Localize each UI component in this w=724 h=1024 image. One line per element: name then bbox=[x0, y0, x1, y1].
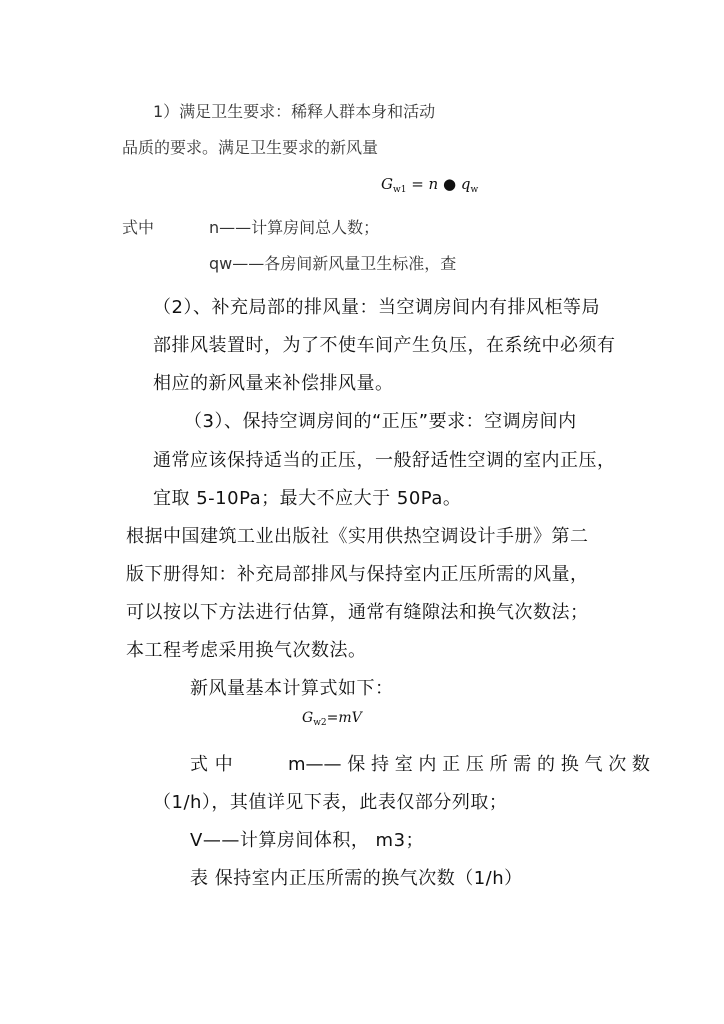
para-2-line-1: （2）、补充局部的排风量：当空调房间内有排风柜等局 bbox=[153, 297, 600, 318]
para-3-line-2: 通常应该保持适当的正压，一般舒适性空调的室内正压， bbox=[153, 450, 616, 471]
formula-gw2-sub: w2 bbox=[313, 718, 327, 728]
para-4-line-1: 根据中国建筑工业出版社《实用供热空调设计手册》第二 bbox=[126, 526, 589, 547]
para-2-line-2: 部排风装置时，为了不使车间产生负压，在系统中必须有 bbox=[153, 335, 616, 356]
formula-gw1-rsub: w bbox=[470, 185, 479, 195]
snippet-def-qw: qw——各房间新风量卫生标准，查 bbox=[209, 254, 457, 273]
para-3-line-1: （3）、保持空调房间的“正压”要求：空调房间内 bbox=[184, 411, 577, 432]
para-6-rest: m—— 保 持 室 内 正 压 所 需 的 换 气 次 数 bbox=[288, 754, 650, 775]
para-5: 新风量基本计算式如下： bbox=[190, 678, 394, 699]
table-caption: 表 保持室内正压所需的换气次数（1/h） bbox=[190, 868, 523, 889]
para-6-line-2: （1/h），其值详见下表，此表仅部分列取； bbox=[153, 792, 508, 813]
para-3-line-3: 宜取 5-10Pa；最大不应大于 50Pa。 bbox=[153, 488, 462, 509]
para-7: V——计算房间体积， m3； bbox=[190, 830, 425, 851]
para-4-line-4: 本工程考虑采用换气次数法。 bbox=[126, 640, 367, 661]
para-4-line-3: 可以按以下方法进行估算，通常有缝隙法和换气次数法； bbox=[126, 602, 589, 623]
snippet-line-2: 品质的要求。满足卫生要求的新风量 bbox=[122, 138, 379, 157]
formula-gw1-lhs: G bbox=[381, 175, 393, 193]
para-2-line-3: 相应的新风量来补偿排风量。 bbox=[153, 373, 394, 394]
para-6-label: 式 中 bbox=[190, 754, 234, 775]
formula-gw2-lhs: G bbox=[302, 710, 314, 726]
snippet-def-n: n——计算房间总人数； bbox=[209, 218, 380, 237]
formula-gw2-rhs: =mV bbox=[326, 710, 362, 726]
formula-gw1 bbox=[381, 175, 478, 195]
formula-gw1-rhs: = n ● q bbox=[411, 175, 471, 193]
snippet-shizhong: 式中 bbox=[122, 218, 155, 237]
formula-gw2 bbox=[302, 710, 362, 728]
snippet-line-1: 1）满足卫生要求：稀释人群本身和活动 bbox=[153, 102, 436, 121]
para-4-line-2: 版下册得知：补充局部排风与保持室内正压所需的风量， bbox=[126, 564, 589, 585]
formula-gw1-sub: w1 bbox=[392, 185, 407, 195]
